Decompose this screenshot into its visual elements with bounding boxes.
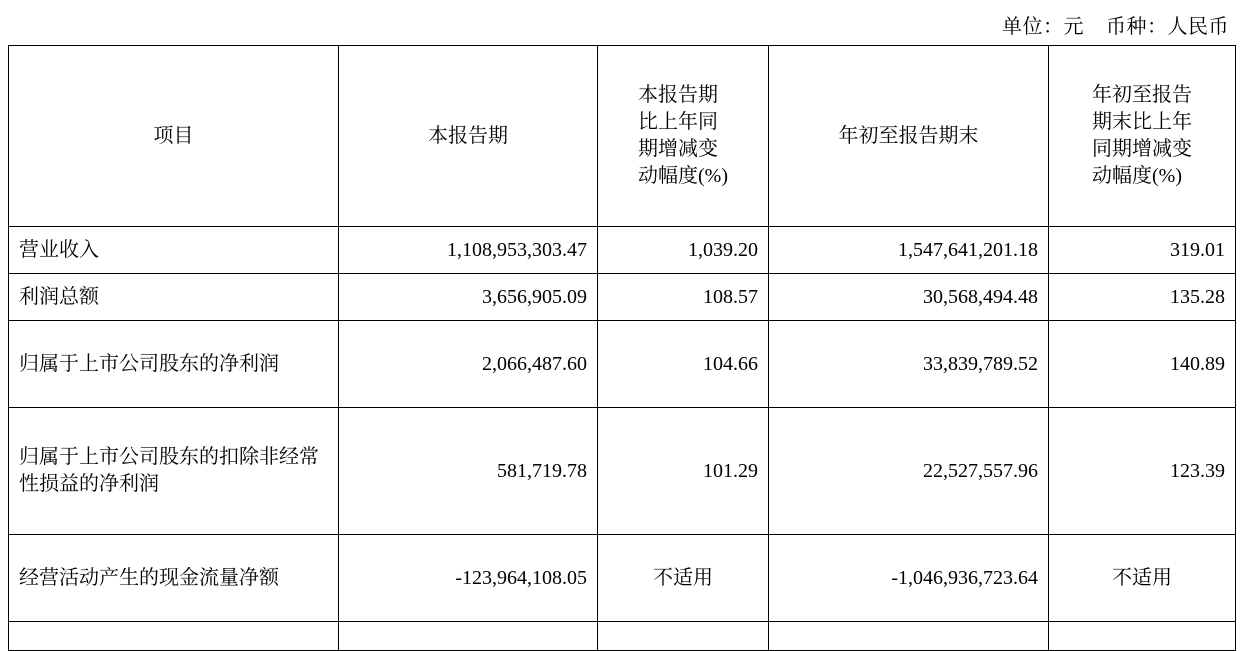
column-header-period-change-line2: 比上年同 xyxy=(638,111,718,133)
column-header-period-change-line3: 期增减变 xyxy=(638,138,718,160)
row-ytd-value: 22,527,557.96 xyxy=(769,408,1049,535)
row-period-value: 3,656,905.09 xyxy=(339,274,598,321)
row-ytd-change-value xyxy=(1049,622,1236,651)
row-ytd-change-value: 140.89 xyxy=(1049,321,1236,408)
row-item-label xyxy=(9,622,339,651)
table-row xyxy=(9,321,1236,408)
column-header-ytd-change-line3: 同期增减变 xyxy=(1092,138,1192,160)
table-row-partial xyxy=(9,622,1236,651)
row-ytd-change-value: 135.28 xyxy=(1049,274,1236,321)
unit-label: 单位：元 xyxy=(1002,16,1084,38)
row-period-change-value: 104.66 xyxy=(598,321,769,408)
column-header-ytd: 年初至报告期末 xyxy=(769,46,1049,227)
row-period-value: 581,719.78 xyxy=(339,408,598,535)
row-ytd-change-value: 不适用 xyxy=(1049,535,1236,622)
header-row xyxy=(9,46,1236,227)
row-ytd-value xyxy=(769,622,1049,651)
column-header-period-change-line1: 本报告期 xyxy=(638,84,718,106)
table-body xyxy=(9,227,1236,651)
row-item-label: 利润总额 xyxy=(9,274,339,321)
row-period-change-value: 不适用 xyxy=(598,535,769,622)
column-header-period-change xyxy=(598,46,769,227)
row-period-value: 1,108,953,303.47 xyxy=(339,227,598,274)
row-item-label: 归属于上市公司股东的净利润 xyxy=(9,321,339,408)
row-item-label: 归属于上市公司股东的扣除非经常性损益的净利润 xyxy=(9,408,339,535)
row-ytd-change-value: 123.39 xyxy=(1049,408,1236,535)
financial-summary-table xyxy=(8,45,1236,651)
table-header xyxy=(9,46,1236,227)
row-ytd-change-value: 319.01 xyxy=(1049,227,1236,274)
row-ytd-value: 1,547,641,201.18 xyxy=(769,227,1049,274)
row-period-value xyxy=(339,622,598,651)
table-row xyxy=(9,535,1236,622)
column-header-period-change-line4: 动幅度(%) xyxy=(638,165,728,187)
column-header-ytd-change-line1: 年初至报告 xyxy=(1092,84,1192,106)
row-period-change-value xyxy=(598,622,769,651)
row-period-value: -123,964,108.05 xyxy=(339,535,598,622)
column-header-ytd-change-line4: 动幅度(%) xyxy=(1092,165,1182,187)
row-item-label: 营业收入 xyxy=(9,227,339,274)
row-period-change-value: 1,039.20 xyxy=(598,227,769,274)
column-header-ytd-change-line2: 期末比上年 xyxy=(1092,111,1192,133)
column-header-item: 项目 xyxy=(9,46,339,227)
row-ytd-value: 33,839,789.52 xyxy=(769,321,1049,408)
column-header-ytd-change xyxy=(1049,46,1236,227)
row-ytd-value: -1,046,936,723.64 xyxy=(769,535,1049,622)
row-period-change-value: 101.29 xyxy=(598,408,769,535)
unit-currency-note xyxy=(1002,10,1229,39)
table-row xyxy=(9,227,1236,274)
row-ytd-value: 30,568,494.48 xyxy=(769,274,1049,321)
table-row xyxy=(9,274,1236,321)
row-period-value: 2,066,487.60 xyxy=(339,321,598,408)
row-item-label: 经营活动产生的现金流量净额 xyxy=(9,535,339,622)
currency-label: 币种：人民币 xyxy=(1106,16,1229,38)
row-period-change-value: 108.57 xyxy=(598,274,769,321)
table-row xyxy=(9,408,1236,535)
column-header-period: 本报告期 xyxy=(339,46,598,227)
